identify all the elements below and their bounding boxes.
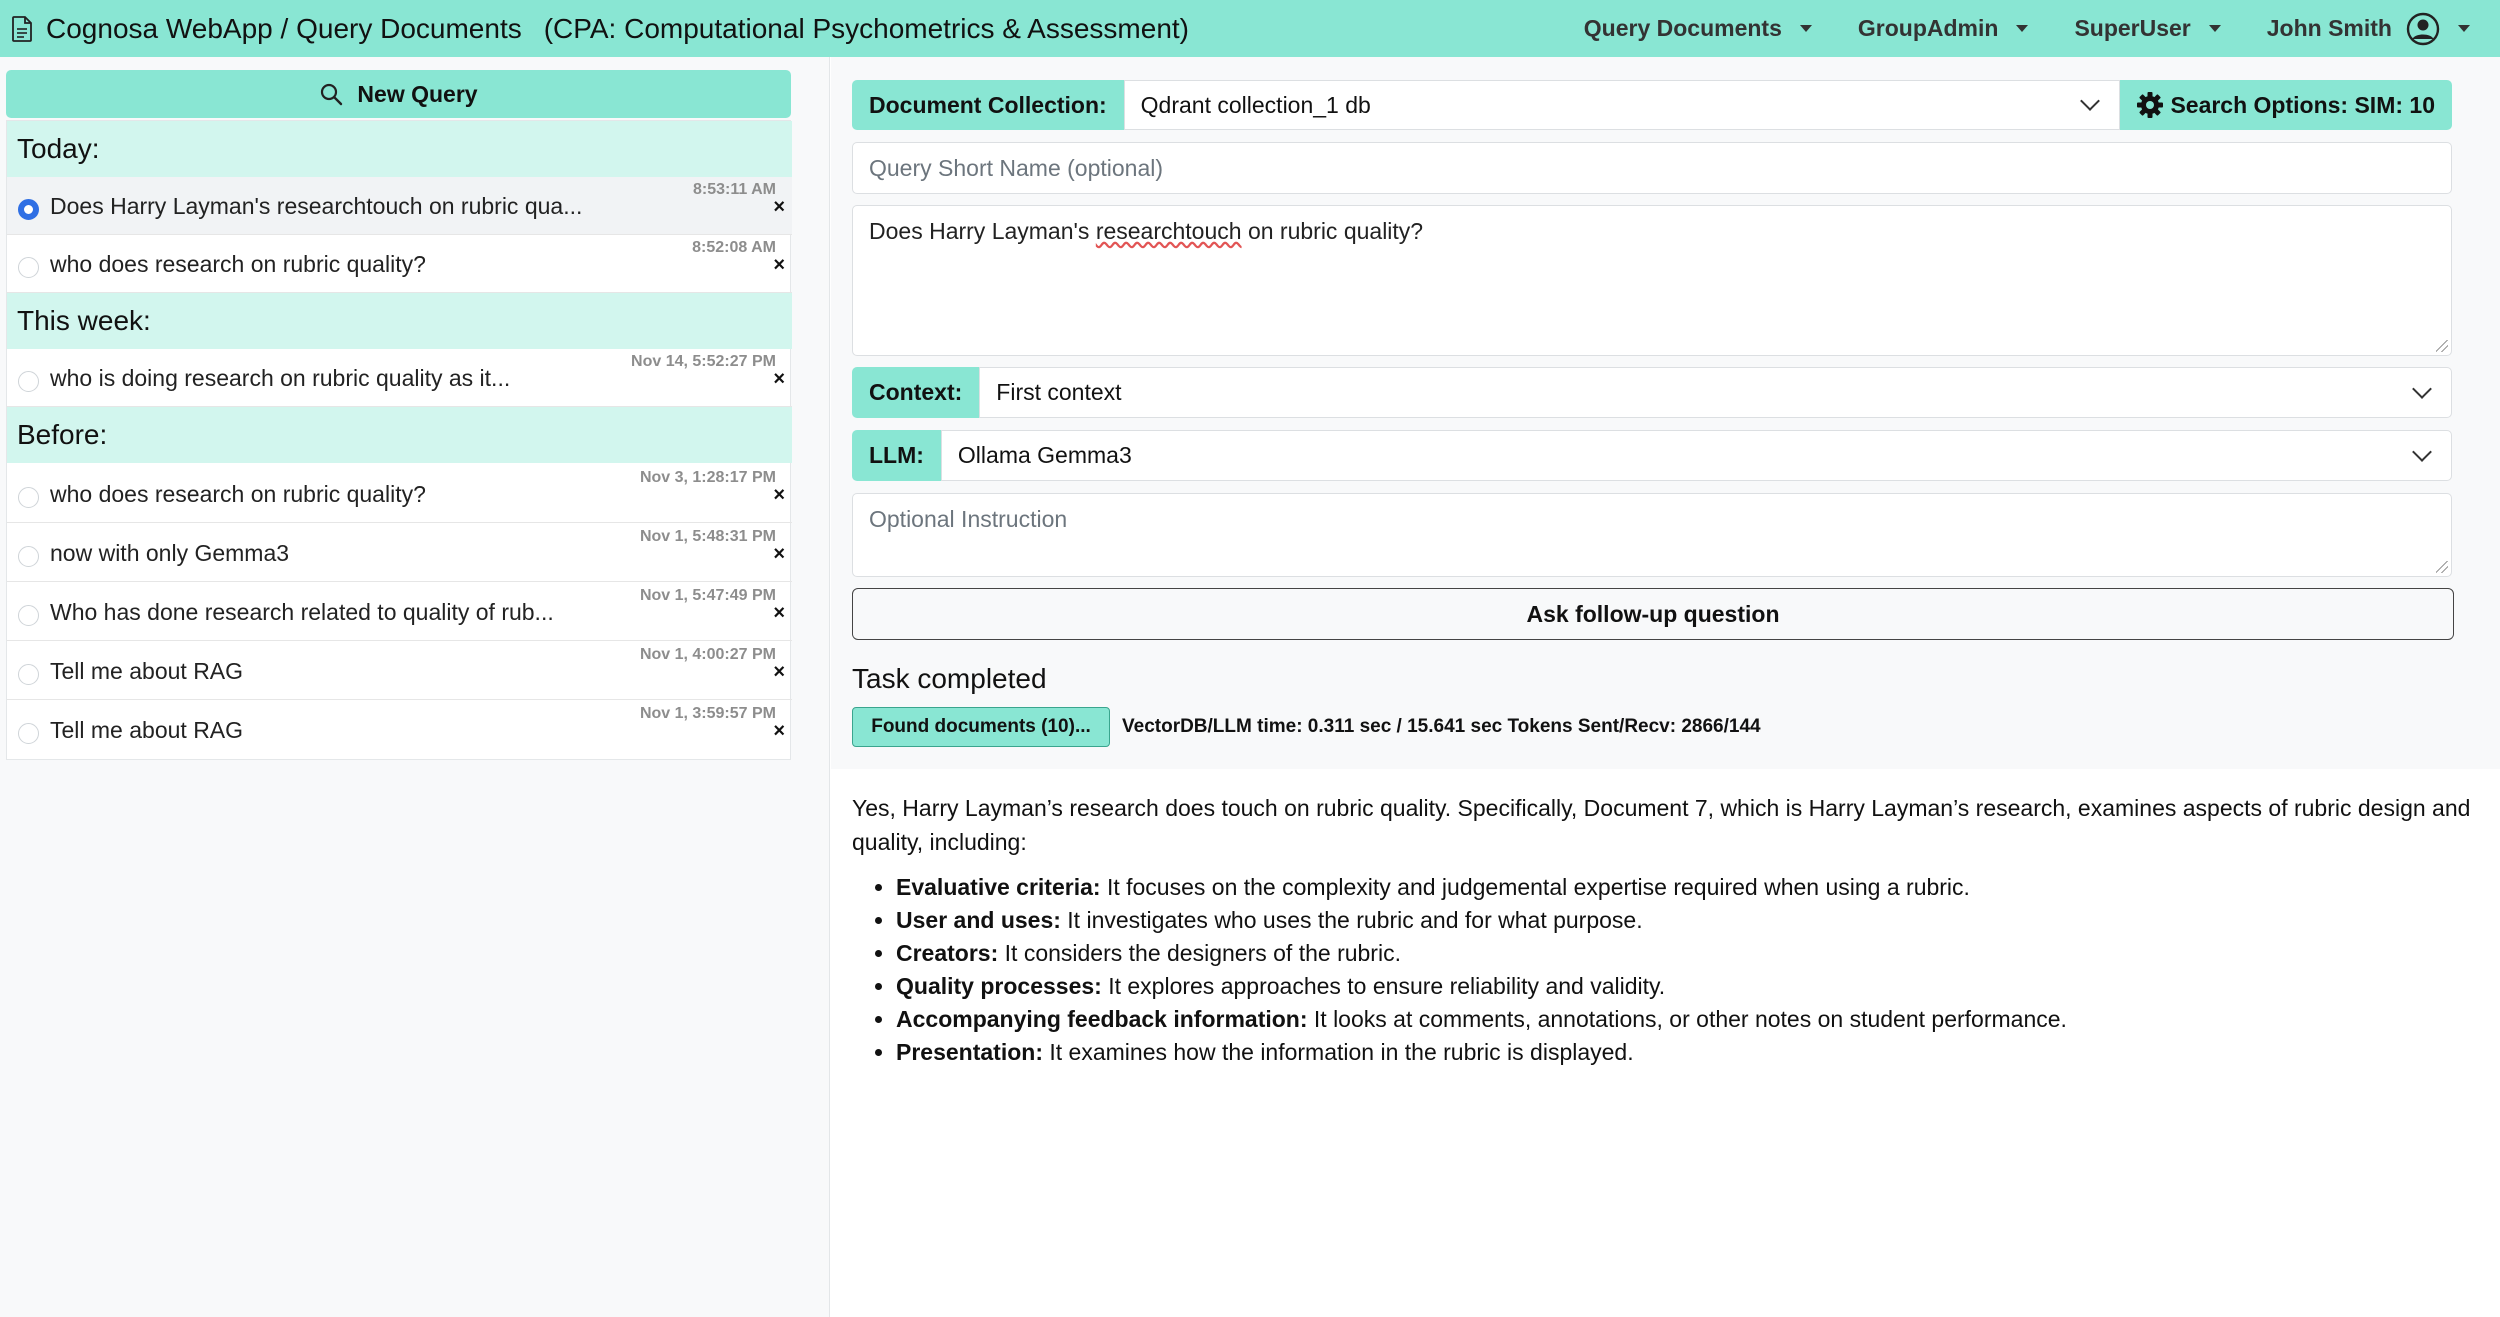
nav-groupadmin[interactable] (1858, 15, 2029, 42)
group-header-today: Today: (7, 121, 792, 177)
nav-user-menu[interactable] (2267, 12, 2470, 46)
context-label: Context: (852, 367, 979, 418)
context-value: First context (996, 379, 1122, 405)
delete-icon[interactable]: × (773, 368, 785, 390)
nav-query-documents-label: Query Documents (1583, 15, 1782, 41)
history-item-time: Nov 1, 5:48:31 PM (639, 528, 776, 545)
user-circle-icon (2406, 12, 2440, 46)
answer-list (852, 871, 2472, 1069)
history-item-text: Does Harry Layman's researchtouch on rubric qua... (50, 193, 583, 219)
history-item-text: now with only Gemma3 (50, 540, 290, 566)
collection-value: Qdrant collection_1 db (1140, 91, 1371, 118)
history-item[interactable] (7, 349, 792, 407)
group-header-before: Before: (7, 407, 792, 463)
bullet-text: It looks at comments, annotations, or other notes on student performance. (1307, 1006, 2067, 1032)
found-documents-button[interactable]: Found documents (10)... (852, 707, 1110, 747)
history-item[interactable] (7, 235, 792, 293)
radio-icon[interactable] (18, 257, 39, 278)
collection-label: Document Collection: (852, 80, 1124, 130)
chevron-down-icon (2412, 442, 2432, 462)
app-title: Cognosa WebApp / Query Documents (46, 12, 522, 44)
answer-bullet (896, 904, 2472, 937)
answer-bullet (896, 937, 2472, 970)
history-item[interactable] (7, 465, 792, 523)
history-item-time: Nov 1, 4:00:27 PM (639, 646, 776, 663)
ask-follow-up-button[interactable]: Ask follow-up question (852, 588, 2454, 640)
caret-down-icon (2209, 25, 2221, 32)
answer-intro: Yes, Harry Layman’s research does touch on rubric quality. Specifically, Document 7, which is Harry Layman’s research, examines aspects of rubric design and quality, including: (852, 795, 2471, 855)
answer-bullet (896, 970, 2472, 1003)
llm-value: Ollama Gemma3 (957, 442, 1132, 468)
history-item-text: who is doing research on rubric quality as it... (50, 365, 511, 391)
bullet-text: It focuses on the complexity and judgemental expertise required when using a rubric. (1100, 874, 1970, 900)
group-header-this-week: This week: (7, 293, 792, 349)
chevron-down-icon (2081, 91, 2101, 111)
navbar (0, 0, 2500, 57)
history-item[interactable] (7, 524, 792, 582)
radio-icon[interactable] (18, 664, 39, 685)
answer-content (852, 791, 2472, 1069)
radio-icon[interactable] (18, 546, 39, 567)
bullet-text: It investigates who uses the rubric and for what purpose. (1060, 907, 1643, 933)
delete-icon[interactable]: × (773, 720, 785, 742)
answer-bullet (896, 871, 2472, 904)
query-short-name-input[interactable]: Query Short Name (optional) (852, 142, 2452, 194)
radio-icon[interactable] (18, 605, 39, 626)
search-options-label: Search Options: SIM: 10 (2170, 91, 2435, 118)
history-item-time: Nov 3, 1:28:17 PM (639, 469, 776, 486)
new-query-button[interactable] (6, 70, 791, 118)
optional-instruction-input[interactable] (852, 493, 2452, 577)
delete-icon[interactable]: × (773, 254, 785, 276)
app-subtitle: (CPA: Computational Psychometrics & Assessment) (543, 12, 1189, 44)
history-item-time: Nov 1, 3:59:57 PM (639, 705, 776, 722)
history-item-text: Tell me about RAG (50, 717, 244, 743)
collection-select[interactable] (1124, 80, 2121, 130)
delete-icon[interactable]: × (773, 196, 785, 218)
gear-icon (2136, 91, 2164, 119)
radio-selected-icon[interactable] (18, 199, 39, 220)
nav-superuser-label: SuperUser (2074, 15, 2191, 41)
delete-icon[interactable]: × (773, 484, 785, 506)
history-item[interactable] (7, 642, 792, 700)
query-textarea[interactable] (852, 205, 2452, 356)
history-item-time: 8:52:08 AM (692, 239, 776, 256)
bullet-term: User and uses: (896, 907, 1061, 933)
delete-icon[interactable]: × (773, 661, 785, 683)
history-item-text: Tell me about RAG (50, 658, 244, 684)
history-item-time: Nov 1, 5:47:49 PM (639, 587, 776, 604)
bullet-term: Accompanying feedback information: (896, 1006, 1308, 1032)
history-item-text: who does research on rubric quality? (50, 481, 426, 507)
context-row (852, 367, 2452, 418)
collection-row (852, 80, 2452, 130)
caret-down-icon (1800, 25, 1812, 32)
history-item[interactable] (7, 583, 792, 641)
history-item[interactable] (7, 177, 792, 235)
bullet-term: Presentation: (896, 1039, 1043, 1065)
new-query-label: New Query (357, 80, 478, 107)
radio-icon[interactable] (18, 371, 39, 392)
search-options-button[interactable] (2120, 80, 2452, 130)
context-select[interactable] (979, 367, 2452, 418)
instruction-placeholder: Optional Instruction (869, 506, 1068, 532)
query-text-part2: on rubric quality? (1241, 218, 1424, 244)
timing-info: VectorDB/LLM time: 0.311 sec / 15.641 sec Tokens Sent/Recv: 2866/144 (1122, 716, 1761, 737)
bullet-term: Creators: (896, 940, 999, 966)
answer-bullet (896, 1003, 2472, 1036)
resize-handle-icon[interactable] (2436, 340, 2448, 352)
bullet-text: It examines how the information in the rubric is displayed. (1042, 1039, 1634, 1065)
llm-label: LLM: (852, 430, 941, 481)
bullet-term: Quality processes: (896, 973, 1102, 999)
bullet-text: It considers the designers of the rubric. (998, 940, 1401, 966)
user-name: John Smith (2266, 15, 2392, 41)
chevron-down-icon (2412, 379, 2432, 399)
main-panel (831, 57, 2500, 1317)
answer-bullet (896, 1036, 2472, 1069)
query-form (831, 57, 2500, 769)
task-status: Task completed (852, 663, 1047, 694)
nav-groupadmin-label: GroupAdmin (1857, 15, 1999, 41)
radio-icon[interactable] (18, 723, 39, 744)
nav-superuser[interactable] (2074, 15, 2220, 42)
llm-row (852, 430, 2452, 481)
history-item[interactable] (7, 701, 792, 759)
query-misspelled-word: researchtouch (1095, 218, 1242, 244)
delete-icon[interactable]: × (773, 543, 785, 565)
brand[interactable] (0, 13, 1189, 45)
resize-handle-icon[interactable] (2436, 561, 2448, 573)
caret-down-icon (2458, 25, 2470, 32)
caret-down-icon (2016, 25, 2028, 32)
radio-icon[interactable] (18, 487, 39, 508)
delete-icon[interactable]: × (773, 602, 785, 624)
nav-query-documents[interactable] (1584, 15, 1812, 42)
history-item-text: Who has done research related to quality of rub... (50, 599, 554, 625)
sidebar (0, 57, 830, 1317)
history-item-time: 8:53:11 AM (693, 181, 776, 198)
llm-select[interactable] (941, 430, 2452, 481)
history-item-text: who does research on rubric quality? (50, 251, 426, 277)
document-icon (12, 16, 32, 42)
bullet-text: It explores approaches to ensure reliability and validity. (1101, 973, 1666, 999)
query-text-part1: Does Harry Layman's (869, 218, 1096, 244)
history-item-time: Nov 14, 5:52:27 PM (631, 353, 776, 370)
query-history-list (6, 120, 791, 760)
search-icon (319, 82, 343, 106)
bullet-term: Evaluative criteria: (896, 874, 1101, 900)
